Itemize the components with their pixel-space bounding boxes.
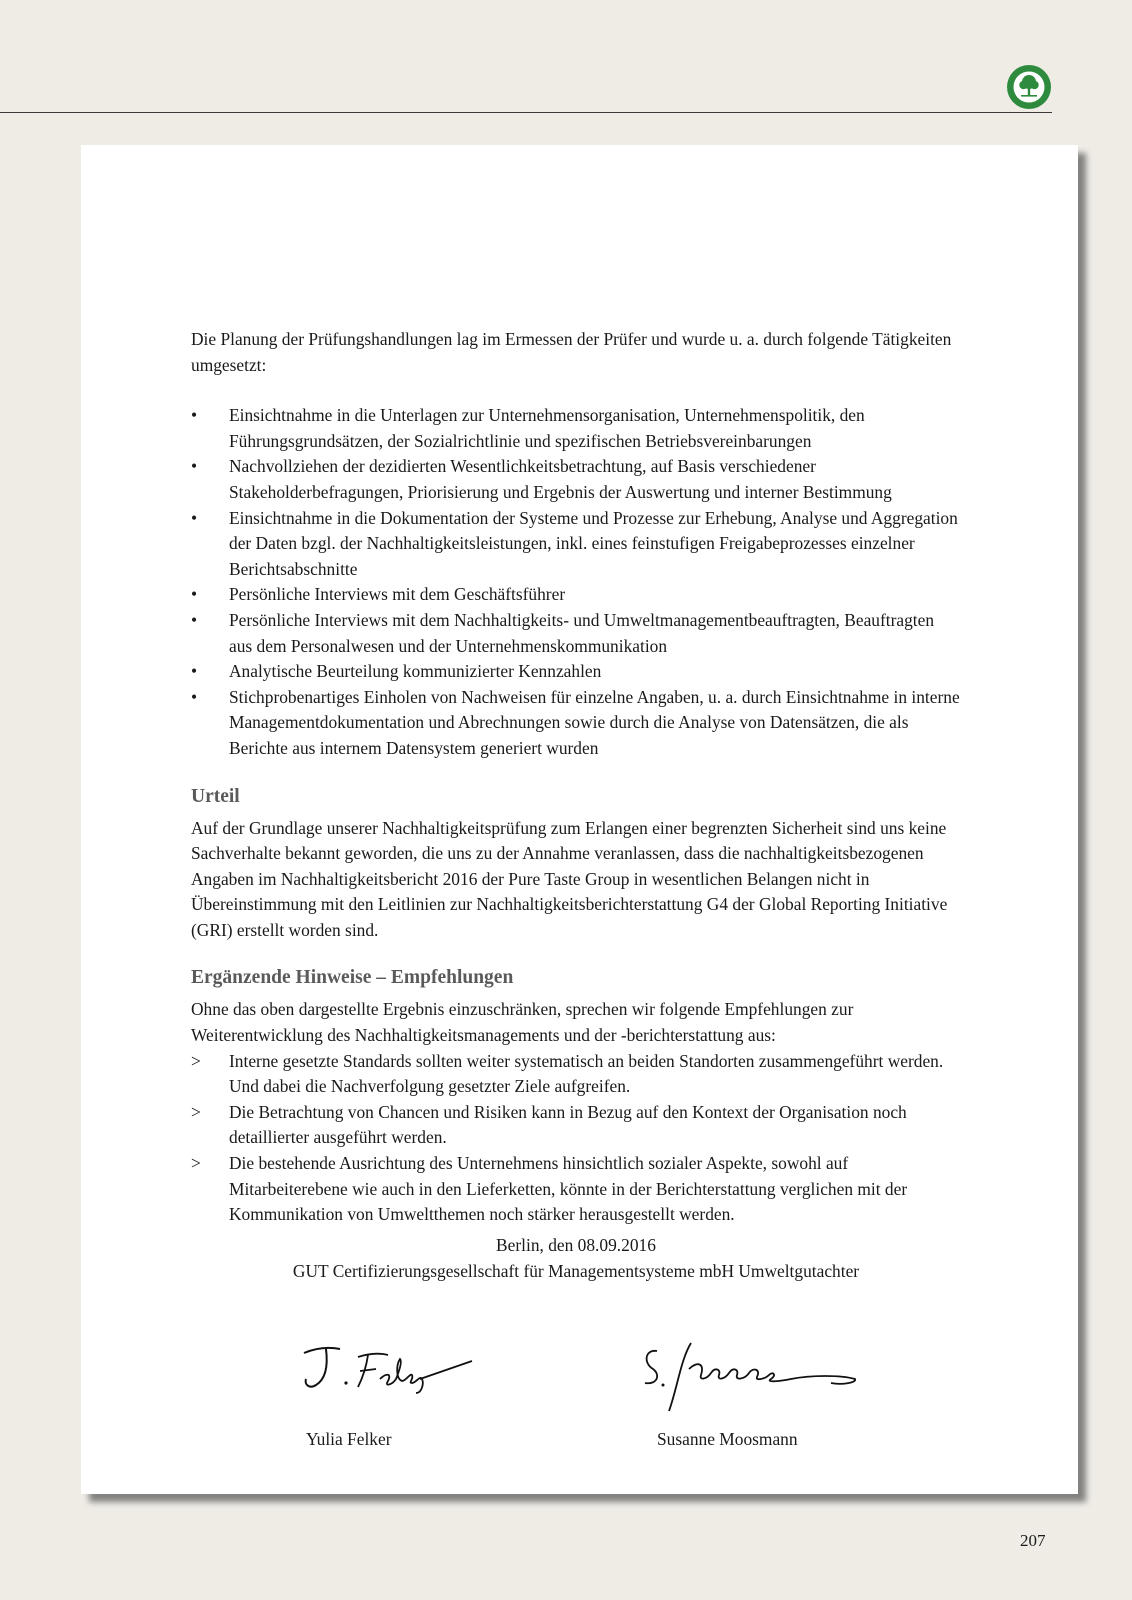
- list-item: > Interne gesetzte Standards sollten weiter systematisch an beiden Standorten zusammengeführt werden. Und dabei die Nachverfolgung gesetzter Ziele aufgreifen.: [191, 1050, 944, 1097]
- arrow-marker: >: [191, 1153, 201, 1174]
- list-item: • Persönliche Interviews mit dem Geschäftsführer: [191, 582, 961, 608]
- list-item: • Nachvollziehen der dezidierten Wesentlichkeitsbetrachtung, auf Basis verschiedener Stakeholderbefragungen, Priorisierung und Ergebnis der Auswertung und interner Bestimmung: [191, 456, 892, 502]
- bullet: •: [191, 686, 198, 707]
- signature-moosmann: [641, 1339, 861, 1415]
- recommendations-heading: Ergänzende Hinweise – Empfehlungen: [191, 967, 514, 989]
- page-number: 207: [1020, 1531, 1046, 1550]
- place-date: Berlin, den 08.09.2016: [496, 1235, 656, 1255]
- bullet: •: [191, 584, 198, 605]
- list-item: • Persönliche Interviews mit dem Nachhaltigkeits- und Umweltmanagementbeauftragten, Beauftragten aus dem Personalwesen und der Unternehmenskommunikation: [191, 609, 935, 656]
- signer-moosmann: [641, 1339, 861, 1449]
- signer-felker: [296, 1339, 476, 1449]
- bullet: •: [191, 456, 198, 477]
- tree-seal-icon: [1006, 64, 1052, 110]
- list-item: > Die bestehende Ausrichtung des Unternehmens hinsichtlich sozialer Aspekte, sowohl auf Mitarbeiterebene wie auch in den Lieferketten, könnte in der Berichterstattung verglichen mit der Kommunikation von Umweltthemen noch stärker herausgestellt werden.: [191, 1153, 908, 1225]
- bullet: •: [191, 507, 198, 528]
- list-item: • Stichprobenartiges Einholen von Nachweisen für einzelne Angaben, u. a. durch Einsichtnahme in interne Managementdokumentation und Abrechnungen sowie durch die Analyse von Datensätzen, die als Berichte aus internem Datensystem generiert wurden: [191, 686, 960, 758]
- signer-name: Yulia Felker: [306, 1429, 392, 1449]
- signature-felker: [296, 1339, 476, 1409]
- list-item: • Einsichtnahme in die Unterlagen zur Unternehmensorganisation, Unternehmenspolitik, den Führungsgrundsätzen, der Sozialrichtlinie und spezifischen Betriebsvereinbarungen: [191, 405, 865, 451]
- list-item: • Analytische Beurteilung kommunizierter Kennzahlen: [191, 659, 961, 685]
- organization: GUT Certifizierungsgesellschaft für Managementsysteme mbH Umweltgutachter: [292, 1260, 860, 1281]
- bullet: •: [191, 405, 198, 426]
- signoff: [191, 1233, 961, 1284]
- arrow-marker: >: [191, 1101, 201, 1122]
- signatures: [81, 1339, 1078, 1459]
- list-item: > Die Betrachtung von Chancen und Risiken kann in Bezug auf den Kontext der Organisation noch detaillierter ausgeführt werden.: [191, 1101, 907, 1148]
- bullet: •: [191, 609, 198, 630]
- list-item: • Einsichtnahme in die Dokumentation der Systeme und Prozesse zur Erhebung, Analyse und Aggregation der Daten bzgl. der Nachhaltigkeitsleistungen, inkl. eines feinstufigen Freigabeprozesses einzelner Berichtsabschnitte: [191, 507, 958, 579]
- bullet: •: [191, 661, 198, 682]
- audit-intro: Die Planung der Prüfungshandlungen lag im Ermessen der Prüfer und wurde u. a. durch folgende Tätigkeiten umgesetzt:: [191, 329, 952, 375]
- recommendations-intro: Ohne das oben dargestellte Ergebnis einzuschränken, sprechen wir folgende Empfehlungen zur Weiterentwicklung des Nachhaltigkeitsmanagements und der -berichterstattung aus:: [191, 999, 854, 1046]
- verdict-text: Auf der Grundlage unserer Nachhaltigkeitsprüfung zum Erlangen einer begrenzten Sicherheit sind uns keine Sachverhalte bekannt geworden, die uns zu der Annahme veranlassen, dass die nachhaltigkeitsbezogenen Angaben im Nachhaltigkeitsbericht 2016 der Pure Taste Group in wesentlichen Belangen nicht in Übereinstimmung mit den Leitlinien zur Nachhaltigkeitsberichterstattung G4 der Global Reporting Initiative (GRI) erstellt worden sind.: [191, 817, 948, 940]
- recommendation-list: [191, 1049, 961, 1228]
- arrow-marker: >: [191, 1050, 201, 1071]
- activity-list: [191, 403, 961, 761]
- header-rule: [0, 112, 1052, 113]
- report-sheet: [81, 145, 1078, 1494]
- audit-text: [191, 327, 961, 1228]
- signer-name: Susanne Moosmann: [657, 1429, 798, 1449]
- verdict-heading: Urteil: [191, 785, 240, 807]
